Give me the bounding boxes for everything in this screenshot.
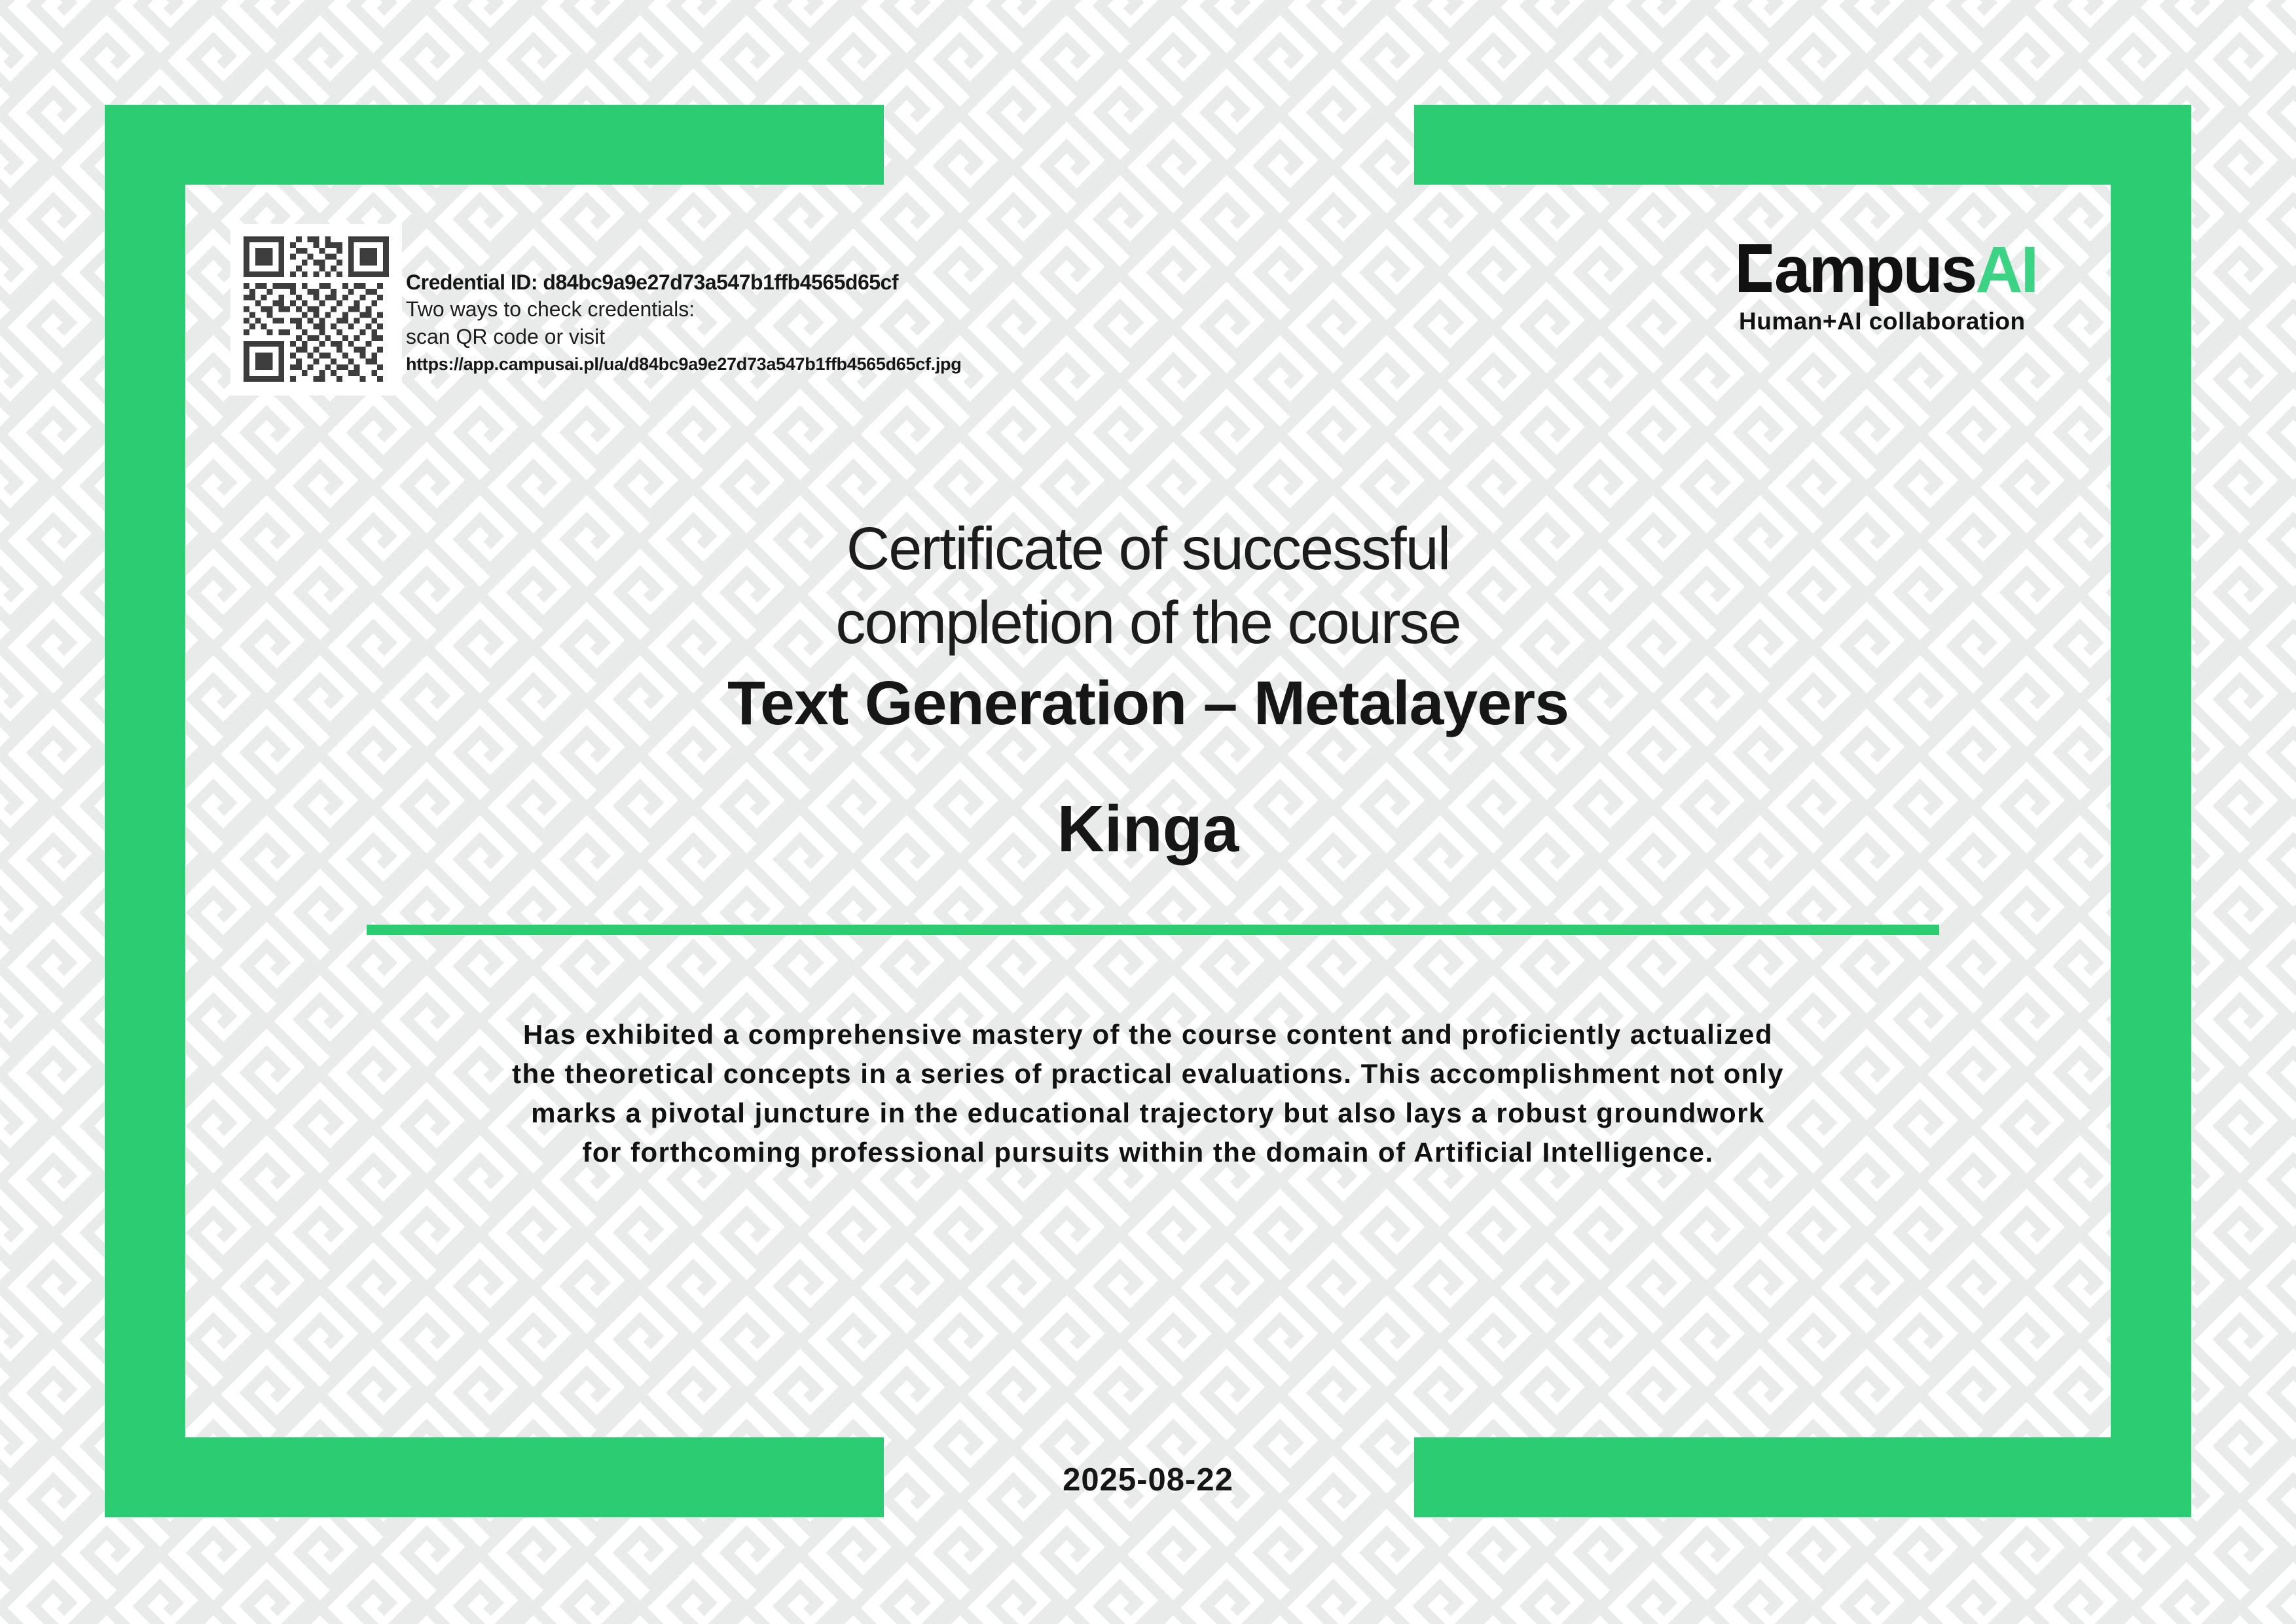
bracket-c-icon	[1739, 244, 1772, 292]
credential-check-line: Two ways to check credentials:	[406, 297, 695, 321]
body-line: the theoretical concepts in a series of practical evaluations. This accomplishment not only	[512, 1058, 1784, 1089]
logo-wordmark	[1739, 233, 2037, 306]
frame-bar-top-right	[1414, 105, 2191, 185]
recipient-name: Kinga	[1057, 792, 1239, 866]
credential-id-line: Credential ID: d84bc9a9e27d73a547b1ffb4565d65cf	[406, 270, 898, 294]
logo-tagline: Human+AI collaboration	[1739, 308, 2026, 335]
body-paragraph	[0, 1015, 2296, 1172]
certificate-title-line-2: completion of the course	[835, 589, 1461, 656]
course-title: Text Generation – Metalayers	[727, 669, 1569, 738]
logo-wordmark-ai: AI	[1975, 233, 2037, 306]
qr-code	[230, 224, 402, 396]
credential-block	[406, 269, 961, 377]
body-line: for forthcoming professional pursuits within the domain of Artificial Intelligence.	[582, 1137, 1714, 1168]
divider-line	[367, 925, 1939, 935]
body-line: marks a pivotal juncture in the educational trajectory but also lays a robust groundwork	[531, 1098, 1765, 1128]
body-line: Has exhibited a comprehensive mastery of the course content and proficiently actualized	[523, 1019, 1773, 1050]
brand-logo	[1739, 233, 2037, 335]
logo-wordmark-campus: ampus	[1774, 233, 1976, 306]
completion-date: 2025-08-22	[1063, 1462, 1233, 1498]
credential-url: https://app.campusai.pl/ua/d84bc9a9e27d73a547b1ffb4565d65cf.jpg	[406, 354, 962, 374]
frame-bar-top-left	[105, 105, 884, 185]
certificate-title-line-1: Certificate of successful	[846, 515, 1450, 582]
credential-scan-line: scan QR code or visit	[406, 325, 606, 348]
